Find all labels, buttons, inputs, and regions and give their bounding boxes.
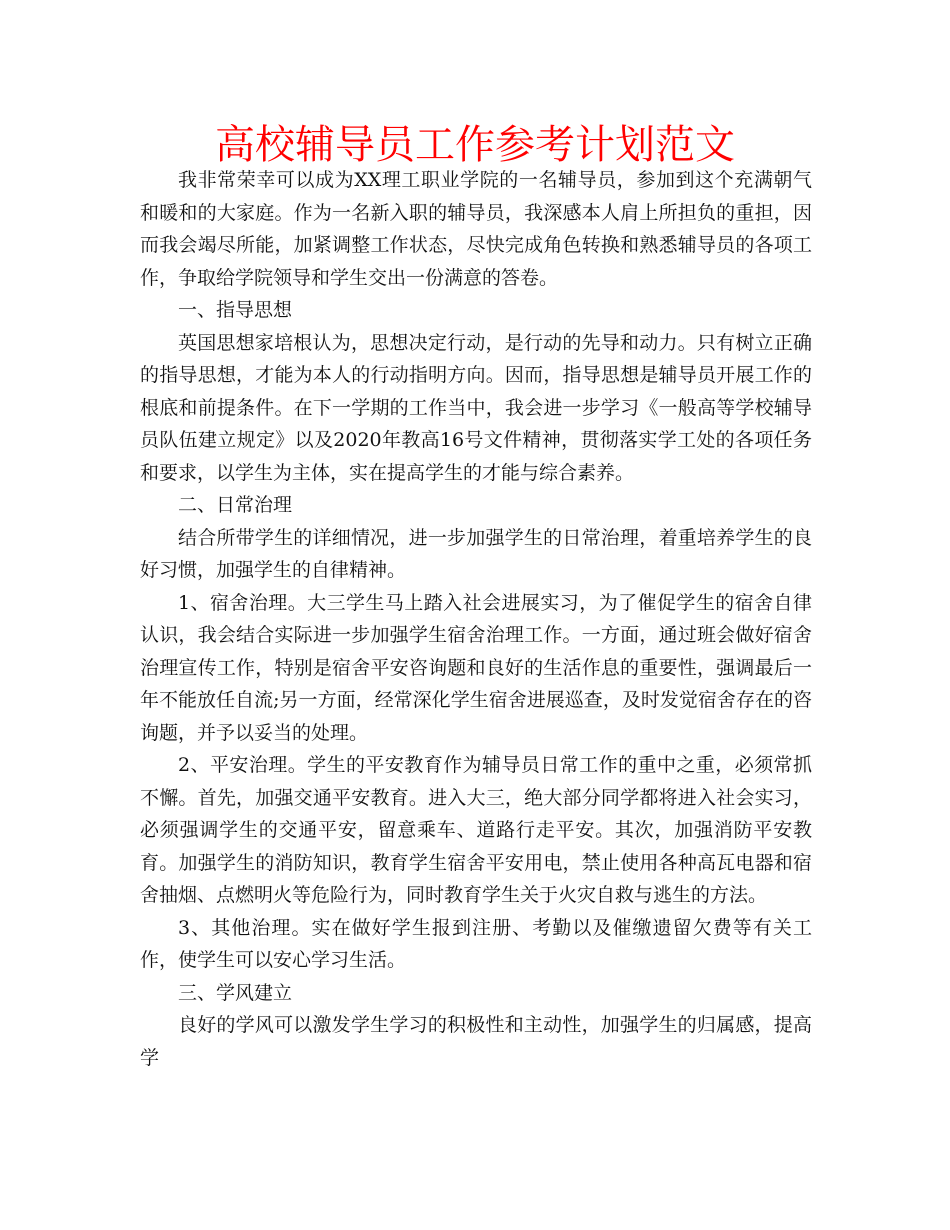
study-style-paragraph: 良好的学风可以激发学生学习的积极性和主动性，加强学生的归属感，提高学: [140, 1014, 812, 1069]
section-heading-study-style: 三、学风建立: [178, 981, 293, 1004]
section-heading-daily-management: 二、日常治理: [178, 494, 293, 516]
document-title: 高校辅导员工作参考计划范文: [215, 122, 735, 168]
other-management-paragraph: 3、其他治理。实在做好学生报到注册、考勤以及催缴遗留欠费等有关工作，使学生可以安心学习生活。: [140, 916, 812, 971]
daily-management-paragraph: 结合所带学生的详细情况，进一步加强学生的日常治理，着重培养学生的良好习惯，加强学生的自律精神。: [140, 526, 812, 581]
safety-management-paragraph: 2、平安治理。学生的平安教育作为辅导员日常工作的重中之重，必须常抓不懈。首先，加强交通平安教育。进入大三，绝大部分同学都将进入社会实习，必须强调学生的交通平安，留意乘车、道路行走平安。其次，加强消防平安教育。加强学生的消防知识，教育学生宿舍平安用电，禁止使用各种高瓦电器和宿舍抽烟、点燃明火等危险行为，同时教育学生关于火灾自救与逃生的方法。: [140, 754, 812, 906]
dormitory-management-paragraph: 1、宿舍治理。大三学生马上踏入社会进展实习，为了催促学生的宿舍自律认识，我会结合实际进一步加强学生宿舍治理工作。一方面，通过班会做好宿舍治理宣传工作，特别是宿舍平安咨询题和良好的生活作息的重要性，强调最后一年不能放任自流;另一方面，经常深化学生宿舍进展巡查，及时发觉宿舍存在的咨询题，并予以妥当的处理。: [140, 591, 812, 744]
guiding-thought-paragraph: 英国思想家培根认为，思想决定行动，是行动的先导和动力。只有树立正确的指导思想，才能为本人的行动指明方向。因而，指导思想是辅导员开展工作的根底和前提条件。在下一学期的工作当中，我会进一步学习《一般高等学校辅导员队伍建立规定》以及2020年教高16号文件精神，贯彻落实学工处的各项任务和要求，以学生为主体，实在提高学生的才能与综合素养。: [140, 331, 812, 484]
section-heading-guiding-thought: 一、指导思想: [178, 299, 293, 321]
document-body: [140, 164, 812, 1074]
intro-paragraph: 我非常荣幸可以成为XX理工职业学院的一名辅导员，参加到这个充满朝气和暖和的大家庭。作为一名新入职的辅导员，我深感本人肩上所担负的重担，因而我会竭尽所能，加紧调整工作状态，尽快完成角色转换和熟悉辅导员的各项工作，争取给学院领导和学生交出一份满意的答卷。: [140, 169, 812, 289]
